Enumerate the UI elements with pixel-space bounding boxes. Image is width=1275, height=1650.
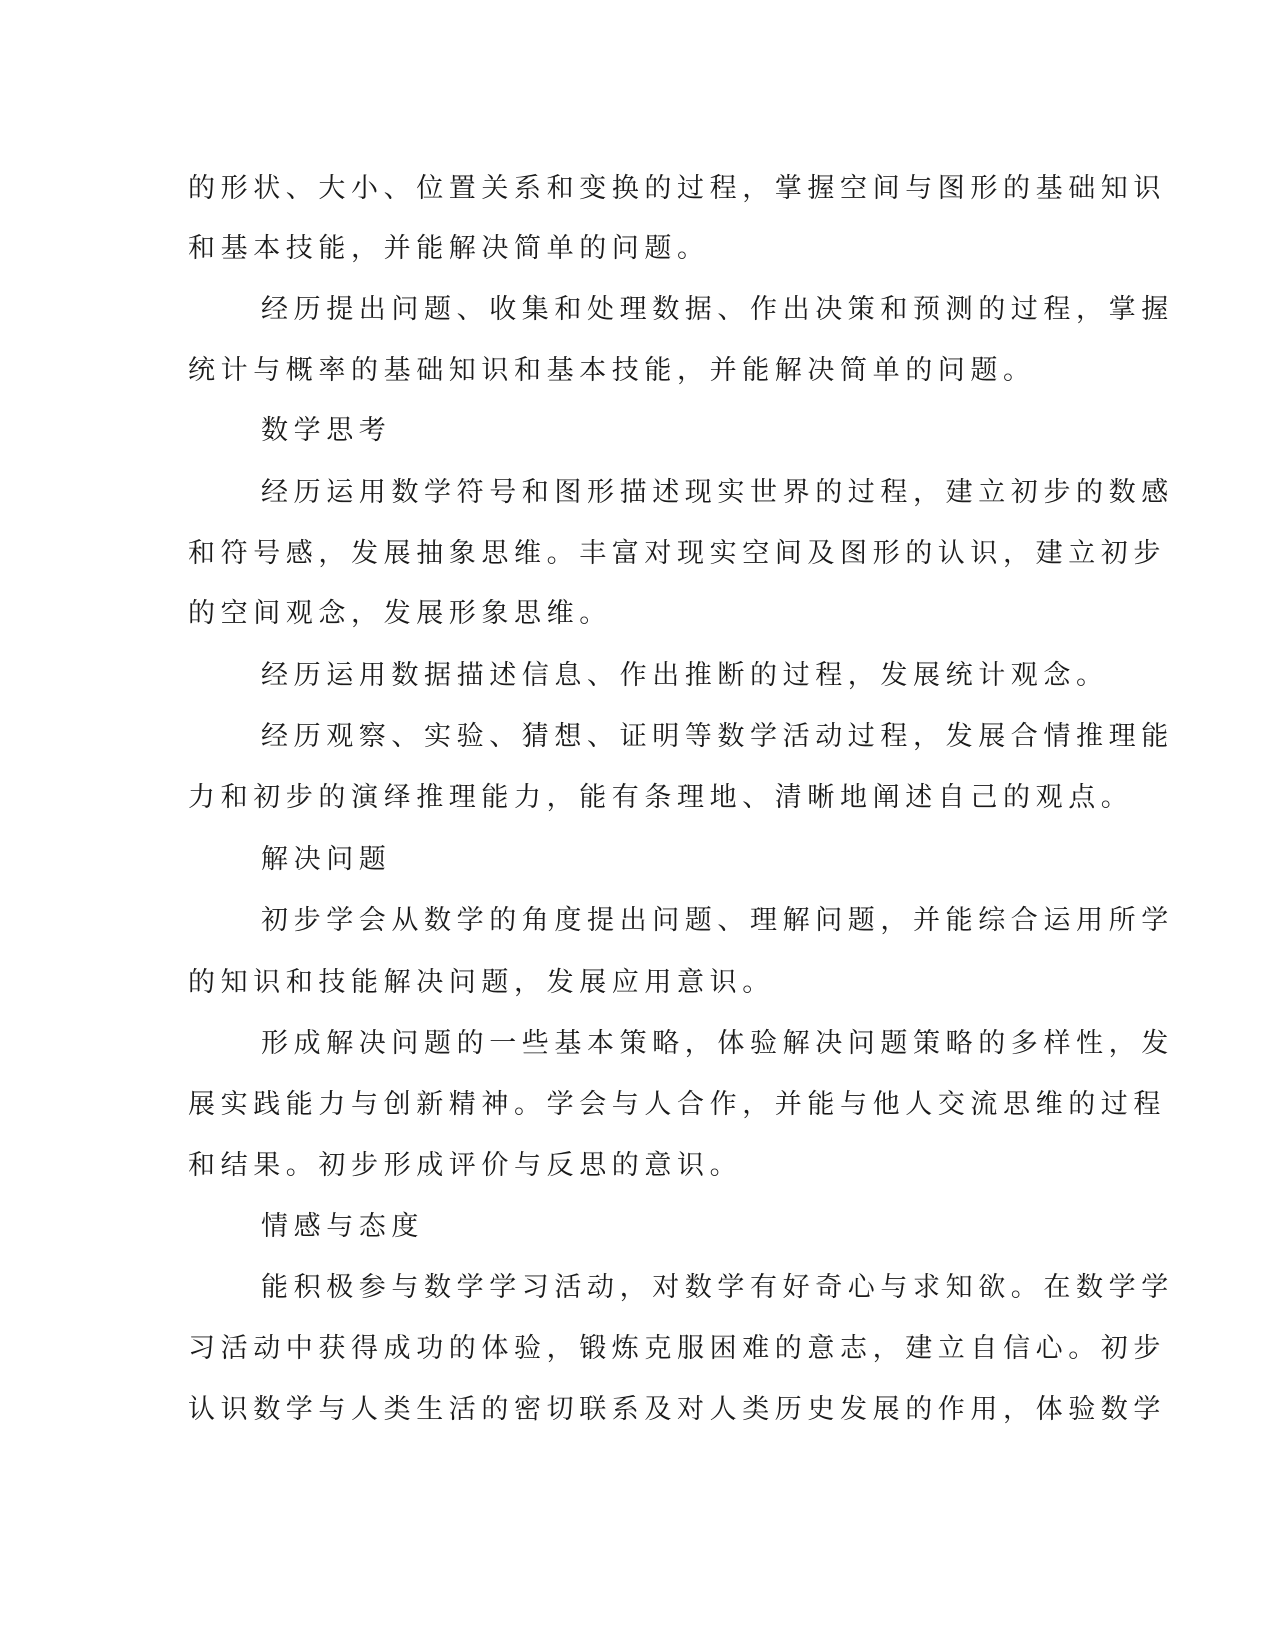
section-heading-problem-solving: 解决问题 (261, 844, 392, 875)
paragraph-line: 和结果。初步形成评价与反思的意识。 (188, 1150, 743, 1181)
paragraph-line: 的空间观念，发展形象思维。 (188, 598, 612, 629)
paragraph-line: 的知识和技能解决问题，发展应用意识。 (188, 967, 775, 998)
paragraph-line: 初步学会从数学的角度提出问题、理解问题，并能综合运用所学 (261, 905, 1174, 936)
paragraph-line: 和基本技能，并能解决简单的问题。 (188, 233, 710, 264)
paragraph-line: 统计与概率的基础知识和基本技能，并能解决简单的问题。 (188, 355, 1036, 386)
section-heading-emotion-attitude: 情感与态度 (261, 1211, 424, 1242)
paragraph-line: 经历运用数据描述信息、作出推断的过程，发展统计观念。 (261, 660, 1109, 691)
paragraph-line: 形成解决问题的一些基本策略，体验解决问题策略的多样性，发 (261, 1028, 1174, 1059)
paragraph-line: 认识数学与人类生活的密切联系及对人类历史发展的作用，体验数学 (188, 1394, 1166, 1425)
paragraph-line: 能积极参与数学学习活动，对数学有好奇心与求知欲。在数学学 (261, 1272, 1174, 1303)
paragraph-line: 经历运用数学符号和图形描述现实世界的过程，建立初步的数感 (261, 477, 1174, 508)
paragraph-line: 习活动中获得成功的体验，锻炼克服困难的意志，建立自信心。初步 (188, 1333, 1166, 1364)
paragraph-line: 展实践能力与创新精神。学会与人合作，并能与他人交流思维的过程 (188, 1089, 1166, 1120)
paragraph-line: 经历观察、实验、猜想、证明等数学活动过程，发展合情推理能 (261, 721, 1174, 752)
section-heading-math-thinking: 数学思考 (261, 415, 392, 446)
paragraph-line: 经历提出问题、收集和处理数据、作出决策和预测的过程，掌握 (261, 294, 1174, 325)
paragraph-line: 力和初步的演绎推理能力，能有条理地、清晰地阐述自己的观点。 (188, 782, 1134, 813)
paragraph-line: 的形状、大小、位置关系和变换的过程，掌握空间与图形的基础知识 (188, 173, 1166, 204)
paragraph-line: 和符号感，发展抽象思维。丰富对现实空间及图形的认识，建立初步 (188, 538, 1166, 569)
